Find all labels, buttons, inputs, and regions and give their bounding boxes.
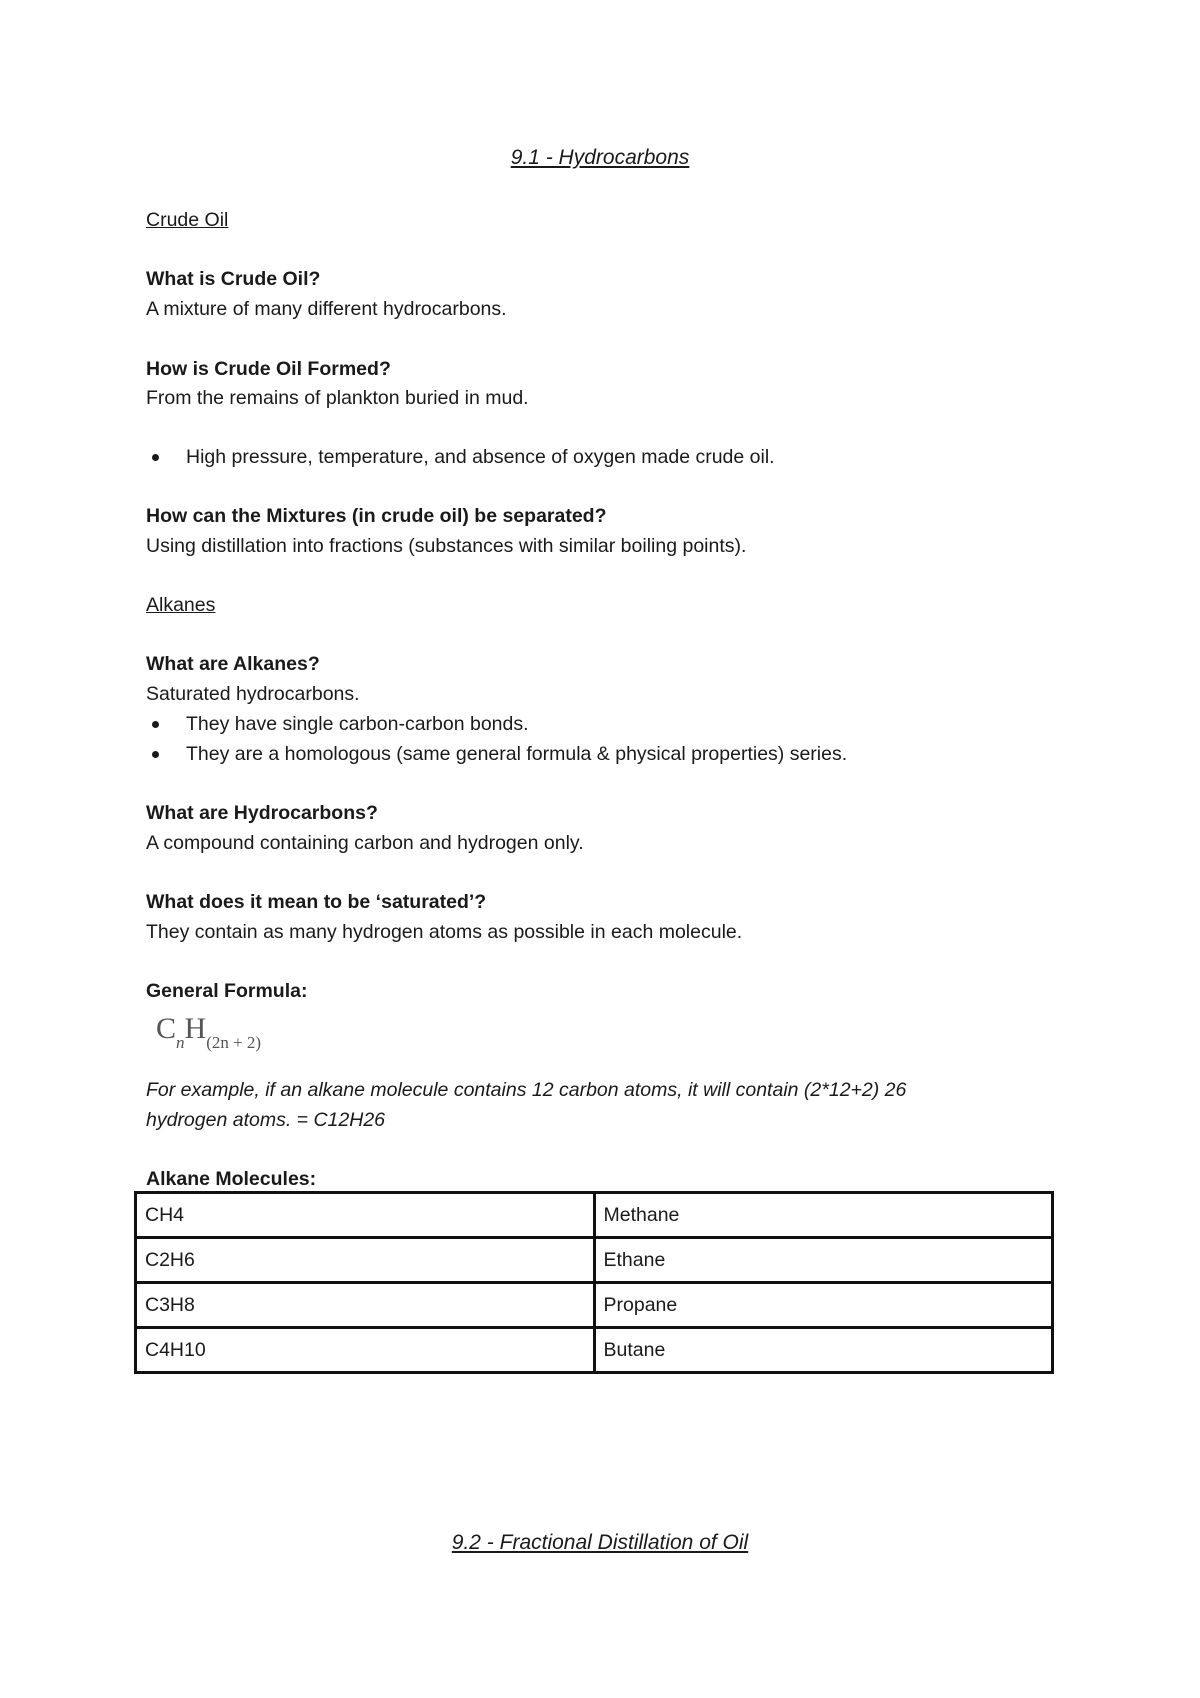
heading-9-2: 9.2 - Fractional Distillation of Oil	[451, 1531, 749, 1554]
question-what-are-hydrocarbons: What are Hydrocarbons?	[146, 802, 378, 824]
table-row	[136, 1283, 1053, 1328]
list-item	[186, 445, 775, 469]
formula-n: n	[176, 1033, 185, 1052]
table-cell-name: Ethane	[594, 1238, 1053, 1283]
question-how-separated: How can the Mixtures (in crude oil) be separated?	[146, 505, 607, 527]
table-cell-formula: CH4	[136, 1193, 595, 1238]
question-how-formed: How is Crude Oil Formed?	[146, 358, 391, 380]
list-item	[186, 712, 529, 736]
table-row	[136, 1328, 1053, 1373]
table-cell-name: Methane	[594, 1193, 1053, 1238]
formula-carbon: C	[156, 1012, 177, 1045]
alkane-table	[134, 1191, 1054, 1374]
alkane-molecules-label: Alkane Molecules:	[146, 1168, 317, 1190]
table-cell-name: Butane	[594, 1328, 1053, 1373]
general-formula-label: General Formula:	[146, 980, 308, 1002]
list-item	[186, 742, 847, 766]
table-row	[136, 1193, 1053, 1238]
heading-9-1: 9.1 - Hydrocarbons	[510, 146, 690, 169]
table-cell-formula: C4H10	[136, 1328, 595, 1373]
table-cell-name: Propane	[594, 1283, 1053, 1328]
answer-saturated: They contain as many hydrogen atoms as possible in each molecule.	[146, 921, 743, 943]
section-alkanes: Alkanes	[146, 594, 216, 616]
question-what-are-alkanes: What are Alkanes?	[146, 653, 320, 675]
table-row	[136, 1238, 1053, 1283]
list-item-text: They have single carbon-carbon bonds.	[186, 713, 529, 735]
formula-hydrogen: H	[184, 1012, 207, 1045]
answer-what-are-alkanes: Saturated hydrocarbons.	[146, 683, 360, 705]
answer-how-separated: Using distillation into fractions (substances with similar boiling points).	[146, 535, 747, 557]
question-saturated: What does it mean to be ‘saturated’?	[146, 891, 487, 913]
bullet-icon	[152, 751, 159, 758]
answer-what-are-hydrocarbons: A compound containing carbon and hydrogen only.	[146, 832, 584, 854]
answer-how-formed: From the remains of plankton buried in mud.	[146, 387, 529, 409]
example-line-1: For example, if an alkane molecule contains 12 carbon atoms, it will contain (2*12+2) 26	[146, 1079, 907, 1101]
formula-subscript: (2n + 2)	[206, 1033, 262, 1052]
bullet-icon	[152, 721, 159, 728]
general-formula-image	[156, 1012, 261, 1053]
question-what-is-crude-oil: What is Crude Oil?	[146, 268, 321, 290]
section-crude-oil: Crude Oil	[146, 209, 229, 231]
table-cell-formula: C3H8	[136, 1283, 595, 1328]
example-line-2: hydrogen atoms. = C12H26	[146, 1109, 386, 1131]
list-item-text: They are a homologous (same general formula & physical properties) series.	[186, 743, 848, 765]
bullet-icon	[152, 454, 159, 461]
list-item-text: High pressure, temperature, and absence of oxygen made crude oil.	[186, 446, 775, 468]
table-cell-formula: C2H6	[136, 1238, 595, 1283]
answer-what-is-crude-oil: A mixture of many different hydrocarbons.	[146, 298, 507, 320]
